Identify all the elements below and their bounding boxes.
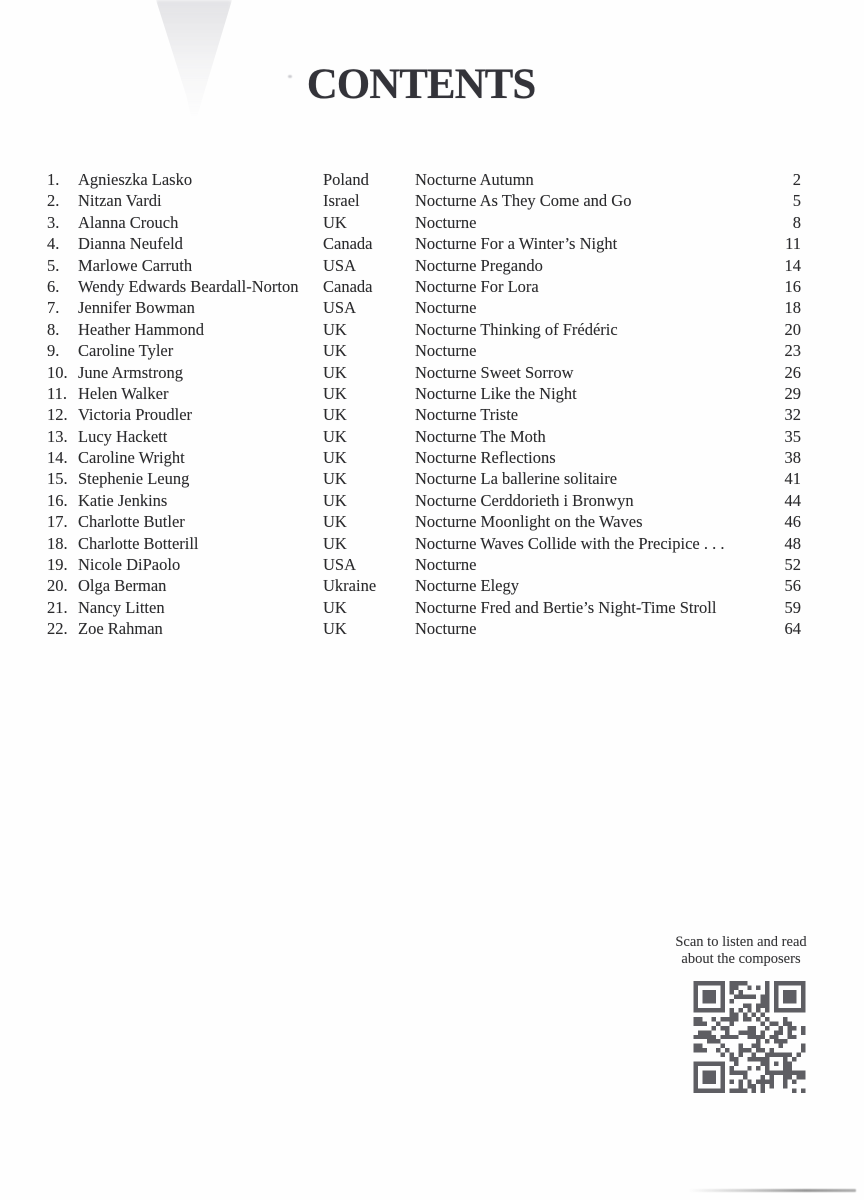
entry-number: 3.: [47, 212, 60, 232]
composer-name: Agnieszka Lasko: [78, 170, 193, 189]
entry-number: 5.: [47, 255, 60, 275]
page-number: 64: [784, 619, 801, 639]
entry-number: 8.: [47, 319, 60, 339]
composer-country: Israel: [323, 191, 360, 211]
entry-number: 6.: [47, 276, 60, 296]
piece-title: Nocturne Pregando: [415, 255, 543, 275]
piece-title: Nocturne: [415, 619, 477, 639]
composer-name: Jennifer Bowman: [78, 298, 195, 318]
piece-title: Nocturne Moonlight on the Waves: [415, 512, 643, 532]
composer-name: June Armstrong: [78, 362, 183, 382]
composer-country: UK: [323, 319, 347, 339]
piece-title: Nocturne: [415, 298, 477, 318]
entry-number: 14.: [47, 448, 68, 468]
entry-number: 2.: [47, 191, 60, 211]
page-number: 20: [784, 319, 801, 339]
page-number: 8: [792, 212, 801, 232]
piece-title: Nocturne: [415, 555, 477, 575]
composer-name: Zoe Rahman: [78, 619, 163, 639]
piece-title: Nocturne Fred and Bertie’s Night-Time Stroll: [415, 597, 717, 617]
composer-name: Marlowe Carruth: [78, 255, 193, 275]
composer-name: Nicole DiPaolo: [78, 555, 181, 575]
page-title: CONTENTS: [306, 61, 536, 108]
composer-country: USA: [323, 298, 357, 318]
composer-name: Victoria Proudler: [78, 405, 193, 425]
piece-title: Nocturne Sweet Sorrow: [415, 362, 574, 382]
page-number: 16: [784, 276, 801, 296]
composer-country: UK: [323, 512, 347, 532]
composer-name: Charlotte Botterill: [78, 533, 199, 553]
composer-country: UK: [323, 341, 347, 361]
table-row: [40, 190, 801, 211]
page-number: 29: [784, 383, 801, 403]
entry-number: 22.: [47, 619, 68, 639]
composer-country: UK: [323, 448, 347, 468]
piece-title: Nocturne Waves Collide with the Precipice . . .: [415, 533, 725, 553]
entry-number: 17.: [47, 512, 68, 532]
composer-country: UK: [323, 426, 347, 446]
entry-number: 9.: [47, 341, 60, 361]
composer-name: Alanna Crouch: [78, 212, 179, 232]
composer-country: UK: [323, 362, 347, 382]
composer-country: UK: [323, 469, 347, 489]
piece-title: Nocturne Elegy: [415, 576, 520, 596]
composer-name: Heather Hammond: [78, 319, 204, 339]
composer-name: Wendy Edwards Beardall-Norton: [78, 276, 299, 296]
composer-country: USA: [323, 255, 357, 275]
piece-title: Nocturne As They Come and Go: [415, 191, 632, 211]
piece-title: Nocturne: [415, 212, 477, 232]
entry-number: 11.: [47, 383, 68, 403]
table-row: [40, 597, 801, 618]
page-number: 18: [784, 298, 801, 318]
entry-number: 15.: [47, 469, 68, 489]
piece-title: Nocturne The Moth: [415, 426, 546, 446]
scan-edge-artifact: [688, 1189, 856, 1192]
table-row: [40, 233, 801, 254]
page-number: 23: [784, 341, 801, 361]
table-row: [40, 575, 801, 596]
page-number: 2: [792, 170, 801, 189]
entry-number: 16.: [47, 490, 68, 510]
table-row: [40, 362, 801, 383]
page-number: 46: [784, 512, 801, 532]
table-row: [40, 212, 801, 233]
table-row: [40, 297, 801, 318]
page-number: 38: [784, 448, 801, 468]
entry-number: 7.: [47, 298, 60, 318]
composer-name: Stephenie Leung: [78, 469, 190, 489]
piece-title: Nocturne La ballerine solitaire: [415, 469, 618, 489]
table-row: [40, 618, 801, 639]
composer-country: Canada: [323, 276, 373, 296]
composer-country: Poland: [323, 170, 369, 189]
composer-name: Helen Walker: [78, 383, 169, 403]
composer-name: Lucy Hackett: [78, 426, 168, 446]
page-number: 32: [784, 405, 801, 425]
table-row: [40, 404, 801, 425]
composer-country: Ukraine: [323, 576, 377, 596]
qr-caption: [655, 934, 827, 969]
piece-title: Nocturne Autumn: [415, 170, 534, 189]
composer-country: UK: [323, 212, 347, 232]
qr-code-icon: [692, 981, 807, 1093]
table-row: [40, 319, 801, 340]
page-number: 52: [784, 555, 801, 575]
composer-name: Caroline Wright: [78, 448, 185, 468]
table-row: [40, 383, 801, 404]
composer-name: Charlotte Butler: [78, 512, 185, 532]
table-row: [40, 468, 801, 489]
composer-name: Nancy Litten: [78, 597, 165, 617]
composer-name: Katie Jenkins: [78, 490, 168, 510]
composer-country: UK: [323, 405, 347, 425]
table-row: [40, 255, 801, 276]
table-row: [40, 554, 801, 575]
page-number: 11: [785, 234, 801, 254]
page-number: 35: [784, 426, 801, 446]
page-number: 41: [784, 469, 801, 489]
table-row: [40, 511, 801, 532]
entry-number: 1.: [47, 170, 60, 189]
page-number: 48: [784, 533, 801, 553]
page-number: 26: [784, 362, 801, 382]
page-number: 5: [792, 191, 801, 211]
table-row: [40, 169, 801, 190]
piece-title: Nocturne Like the Night: [415, 383, 577, 403]
piece-title: Nocturne For a Winter’s Night: [415, 234, 618, 254]
table-row: [40, 276, 801, 297]
entry-number: 4.: [47, 234, 60, 254]
table-row: [40, 426, 801, 447]
page-number: 56: [784, 576, 801, 596]
entry-number: 12.: [47, 405, 68, 425]
qr-caption-line1: Scan to listen and read: [675, 934, 807, 950]
composer-name: Nitzan Vardi: [78, 191, 162, 211]
entry-number: 10.: [47, 362, 68, 382]
entry-number: 18.: [47, 533, 68, 553]
entry-number: 13.: [47, 426, 68, 446]
page-number: 14: [784, 255, 801, 275]
table-row: [40, 490, 801, 511]
piece-title: Nocturne Thinking of Frédéric: [415, 319, 618, 339]
piece-title: Nocturne Triste: [415, 405, 519, 425]
composer-country: UK: [323, 490, 347, 510]
page-number: 59: [784, 597, 801, 617]
entry-number: 19.: [47, 555, 68, 575]
qr-caption-line2: about the composers: [681, 951, 801, 968]
composer-name: Olga Berman: [78, 576, 167, 596]
table-row: [40, 533, 801, 554]
piece-title: Nocturne Reflections: [415, 448, 556, 468]
composer-country: USA: [323, 555, 357, 575]
composer-country: UK: [323, 619, 347, 639]
composer-name: Caroline Tyler: [78, 341, 174, 361]
table-row: [40, 447, 801, 468]
composer-country: Canada: [323, 234, 373, 254]
table-row: [40, 340, 801, 361]
composer-country: UK: [323, 597, 347, 617]
contents-table: [40, 169, 801, 640]
entry-number: 20.: [47, 576, 68, 596]
piece-title: Nocturne Cerddorieth i Bronwyn: [415, 490, 634, 510]
piece-title: Nocturne For Lora: [415, 276, 539, 296]
page-number: 44: [784, 490, 801, 510]
composer-name: Dianna Neufeld: [78, 234, 183, 254]
composer-country: UK: [323, 533, 347, 553]
piece-title: Nocturne: [415, 341, 477, 361]
entry-number: 21.: [47, 597, 68, 617]
composer-country: UK: [323, 383, 347, 403]
